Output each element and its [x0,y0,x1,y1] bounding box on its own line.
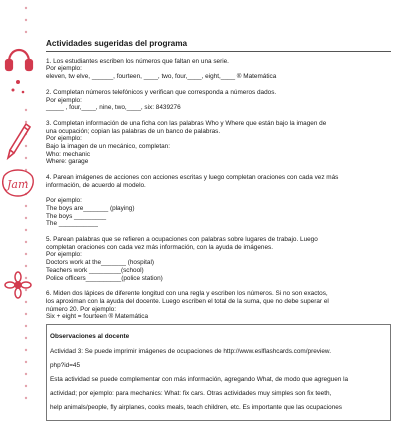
activity-line: Who: mechanic [46,150,91,158]
activity-line [46,190,391,198]
headphones-icon [6,50,32,93]
teacher-observations-box [46,324,391,421]
pencil-icon [8,124,30,158]
activity-line: eleven, tw elve, ______, fourteen, ____, two, four,____, eight,____ ® Matemática [46,73,277,81]
activity-line: The ___________ [46,220,98,228]
document-page [46,39,391,411]
activity-line: 6. Miden dos lápices de diferente longitud con una regla y escriben los números. Si no son exactos, [46,290,328,298]
activity-line: Teachers work _________(school) [46,266,144,274]
activity-line: Por ejemplo: [46,251,82,259]
activity-1 [46,58,391,81]
activity-line: _____ , four,____, nine, two,____, six: 8439276 [46,104,181,112]
decorative-margin [0,0,36,400]
activity-line: 3. Completan información de una ficha con las palabras Who y Where que están bajo la imagen de [46,119,327,127]
activity-line: información, de acuerdo al modelo. [46,181,146,189]
activity-line: The boys _________ [46,212,107,220]
activity-line: The boys are_______ (playing) [46,204,135,212]
activity-line: los aproximan con la ayuda del docente. Luego escriben el total de la suma, que no debe superar el [46,297,329,305]
activity-line: 2. Completan números telefónicos y verifican que corresponda a números dados. [46,88,277,96]
observation-line: actividad; por ejemplo: para mechanics: What: fix cars. Otras actividades muy simples son fix teeth, [50,389,332,397]
activity-line: número 20. Por ejemplo: [46,305,116,313]
activity-line: Por ejemplo: [46,135,82,143]
activity-line: 1. Los estudiantes escriben los números que faltan en una serie. [46,57,229,65]
activity-line: Where: garage [46,158,89,166]
observation-line: help animals/people, fly airplanes, cooks meals, teach children, etc. Es importante que las ocupaciones [50,403,343,411]
activity-line: 4. Parean imágenes de acciones con acciones escritas y luego completan oraciones con cada vez más [46,174,339,182]
flower-icon [5,272,31,298]
activity-line: Por ejemplo: [46,65,82,73]
title-rule [46,51,391,52]
observation-line: Actividad 3: Se puede imprimir imágenes de ocupaciones de http://www.eslflashcards.com/preview. [50,347,331,355]
observation-line: php?id=45 [50,361,81,369]
activity-4 [46,174,391,228]
page-title: Actividades sugeridas del programa [46,39,188,48]
observation-line: Esta actividad se puede complementar con más información, agregando What, de modo que agreguen la [50,375,349,383]
jam-note-icon [3,170,33,196]
activity-line: Doctors work at the_______ (hospital) [46,259,154,267]
jam-text: Jam [7,178,29,191]
activity-line: Por ejemplo: [46,197,82,205]
activity-6 [46,290,391,321]
activity-3 [46,120,391,166]
activity-line: completan oraciones con cada vez más información, con la ayuda de imágenes. [46,243,273,251]
activity-line: Bajo la imagen de un mecánico, completan: [46,143,170,151]
activity-line: una ocupación; copian las palabras de un banco de palabras. [46,127,221,135]
activity-line: Por ejemplo: [46,96,82,104]
activity-2 [46,89,391,112]
observations-title: Observaciones al docente [50,333,130,341]
activity-line: Six + eight = fourteen ® Matemática [46,313,149,321]
activity-line: 5. Parean palabras que se refieren a ocupaciones con palabras sobre lugares de trabajo. Luego [46,236,318,244]
activity-line: Police officers__________(police station) [46,274,163,282]
margin-doodles [0,0,36,400]
activity-5 [46,236,391,282]
